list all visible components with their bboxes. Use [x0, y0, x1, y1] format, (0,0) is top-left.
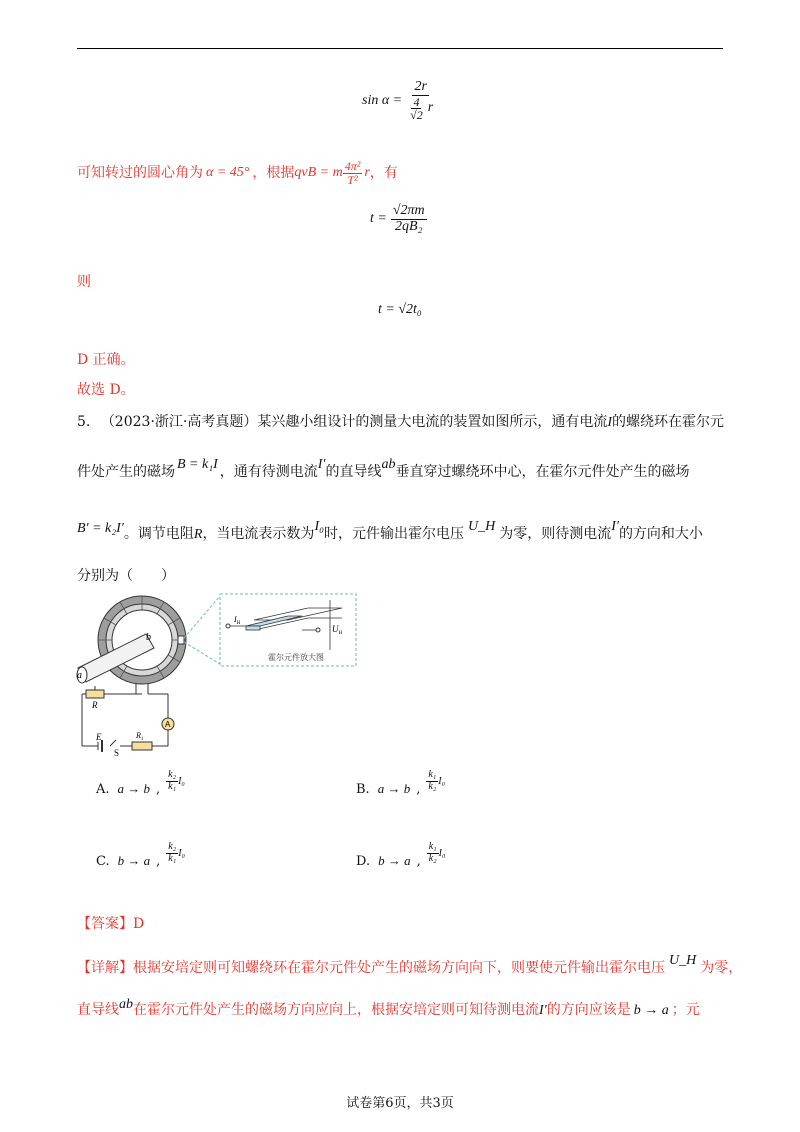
eq2-fraction — [391, 204, 427, 234]
option-b-den: k₂ — [428, 780, 437, 792]
option-a-letter: A. — [96, 781, 110, 797]
option-b-num: k₁ — [428, 769, 437, 780]
option-b[interactable]: B. a → b , $\frac{\text{k₁}}{\text{k₂}}$ I₀ — [356, 769, 446, 797]
eq2-lhs: t = — [370, 211, 387, 227]
hall-element-small — [178, 636, 184, 644]
q5-text11: 的方向和大小 — [618, 526, 703, 542]
detail-line2 — [77, 997, 700, 1021]
q5-text4: ，通有待测电流 — [219, 464, 318, 480]
option-a-den: k₁ — [168, 780, 177, 792]
label-ih: $I_H$ — [234, 615, 241, 626]
q5-source: （2023·浙江·高考真题） — [100, 414, 258, 430]
detail-uh: U_H — [669, 953, 697, 968]
hall-zoom-caption: 霍尔元件放大图 — [268, 653, 324, 662]
line1-angle: α = 45° — [206, 165, 250, 181]
eq1-den-r: r — [427, 100, 434, 116]
line1-formula-num: 4π² — [344, 159, 361, 173]
q5-line4: 分别为（ ） — [77, 568, 175, 584]
q5-line2 — [77, 457, 690, 483]
detail-text1: 根据安培定则可知螺绕环在霍尔元件处产生的磁场方向向下，则要使元件输出霍尔电压 — [133, 960, 665, 976]
detail-direction: b → a — [633, 1003, 669, 1018]
line1-formula-lhs: qvB = m — [294, 165, 343, 181]
option-c-fraction — [166, 842, 178, 864]
detail-text4: 在霍尔元件处产生的磁场方向应向上，根据安培定则可知待测电流 — [133, 1002, 539, 1018]
label-A: A — [165, 720, 171, 729]
q5-text5: 的直导线 — [325, 464, 382, 480]
detail-text3: 直导线 — [77, 1002, 119, 1018]
q5-current-I: I — [607, 415, 613, 430]
q5-UH: U_H — [467, 519, 496, 534]
q5-text3: 件处产生的磁场 — [77, 464, 175, 480]
option-d-den: k₂ — [428, 852, 437, 864]
line1-formula-den: T² — [347, 172, 358, 187]
option-d[interactable]: D. b → a , $\frac{\text{k₁}}{\text{k₂}}$ I₀ — [356, 841, 446, 869]
option-b-direction: a → b — [377, 781, 411, 796]
eq2-denominator: 2qB₂ — [395, 218, 423, 234]
q5-text9: 时，元件输出霍尔电压 — [323, 526, 464, 542]
q5-text6: 垂直穿过螺绕环中心，在霍尔元件处产生的磁场 — [395, 464, 690, 480]
line1-mid: ，根据 — [252, 165, 295, 182]
option-c-letter: C. — [96, 853, 110, 869]
option-d-fraction — [427, 842, 439, 864]
eq1-numerator: 2r — [414, 79, 427, 94]
option-d-num: k₁ — [428, 841, 437, 852]
q5-text10: 为零，则待测电流 — [499, 526, 612, 542]
option-a-tail: I₀ — [178, 775, 185, 787]
q5-number: 5. — [77, 414, 91, 430]
line1-formula-fraction — [343, 160, 363, 186]
label-E: E — [96, 732, 102, 742]
q5-I0: I₀ — [314, 519, 324, 534]
label-R1: $R_1$ — [136, 731, 144, 742]
detail-line1 — [77, 953, 743, 979]
label-R: R — [92, 700, 98, 710]
equation-sin-alpha — [362, 80, 435, 122]
eq2-numerator: √2πm — [392, 203, 425, 218]
circuit-figure — [70, 590, 370, 760]
circuit — [82, 684, 168, 750]
q5-text2: 的螺绕环在霍尔元 — [612, 414, 725, 430]
line1-prefix: 可知转过的圆心角为 — [77, 165, 203, 182]
option-a-fraction — [166, 770, 178, 792]
label-S: S — [114, 748, 120, 758]
q5-iprime: I′ — [317, 457, 326, 472]
q5-R: R — [193, 527, 203, 542]
label-a: a — [77, 670, 82, 681]
answer-label: 【答案】 — [77, 916, 133, 932]
option-a[interactable]: A. a → b , $\frac{\text{k₂}}{\text{k₁}}$ I₀ — [96, 769, 185, 797]
header-rule — [77, 48, 723, 49]
label-uh: $U_H$ — [332, 624, 343, 636]
then-label: 则 — [77, 274, 91, 290]
q5-line1 — [77, 412, 724, 433]
eq1-lhs: sin α = — [362, 92, 403, 108]
d-correct: D 正确。 — [77, 352, 135, 368]
label-b: b — [146, 632, 151, 643]
detail-text5: 的方向应该是 — [546, 1002, 631, 1018]
detail-label: 【详解】 — [77, 960, 133, 976]
page-footer: 试卷第6页，共3页 — [346, 1096, 454, 1111]
option-c-num: k₂ — [168, 841, 177, 852]
detail-iprime: I′ — [539, 1003, 547, 1018]
equation-t-result: t = √2t₀ — [378, 302, 422, 317]
angle-explanation — [77, 160, 398, 186]
equation-t — [370, 204, 427, 234]
option-b-tail: I₀ — [438, 775, 446, 787]
detail-text6: ；元 — [671, 1002, 700, 1018]
option-c-tail: I₀ — [178, 847, 185, 859]
eq1-den-den: √2 — [410, 108, 423, 123]
option-c-direction: b → a — [117, 853, 151, 868]
q5-iprime-2: I′ — [611, 519, 619, 534]
q5-text1: 某兴趣小组设计的测量大电流的装置如图所示，通有电流 — [257, 414, 608, 430]
q5-text8: ，当电流表示数为 — [202, 526, 315, 542]
option-d-letter: D. — [356, 853, 371, 869]
choose-d: 故选 D。 — [77, 382, 135, 398]
q5-b-formula: B = k₁I — [177, 457, 218, 472]
eq1-denominator — [406, 96, 435, 122]
option-c[interactable]: C. b → a , $\frac{\text{k₂}}{\text{k₁}}$ I₀ — [96, 841, 185, 869]
answer-value: D — [133, 916, 145, 932]
q5-line3 — [77, 519, 703, 545]
answer-line — [77, 914, 144, 934]
detail-ab: ab — [119, 997, 133, 1012]
option-b-fraction — [426, 770, 438, 792]
option-d-tail: I₀ — [438, 847, 446, 859]
eq1-fraction — [406, 80, 435, 122]
option-c-den: k₁ — [168, 852, 177, 864]
q5-bprime-formula: B′ = k₂I′ — [77, 521, 124, 536]
option-a-direction: a → b — [117, 781, 151, 796]
option-d-direction: b → a — [378, 853, 411, 868]
line1-suffix: ，有 — [369, 165, 398, 182]
option-a-num: k₂ — [168, 769, 177, 780]
option-b-letter: B. — [356, 781, 370, 797]
detail-text2: 为零， — [700, 960, 743, 976]
q5-ab: ab — [381, 457, 396, 472]
eq1-den-num: 4 — [413, 94, 420, 109]
q5-text7: 。调节电阻 — [123, 526, 194, 542]
line1-formula-tail: r — [364, 165, 370, 181]
